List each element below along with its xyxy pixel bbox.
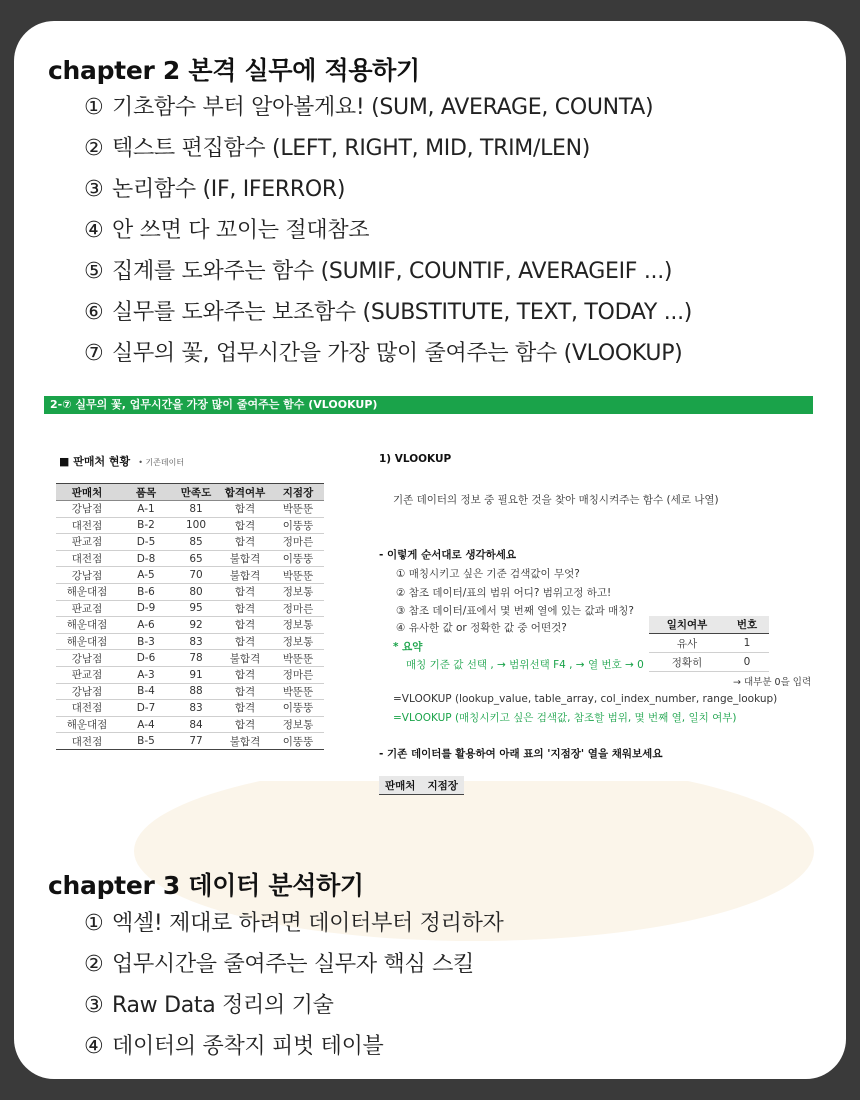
table-row <box>56 583 324 600</box>
table-cell: 대전점 <box>56 733 118 750</box>
table-cell: 85 <box>174 534 218 551</box>
section-subtitle: • 기존데이터 <box>138 458 185 467</box>
list-item <box>84 903 503 944</box>
list-item <box>84 169 692 210</box>
table-row <box>56 683 324 700</box>
table-cell: 박뚠뚠 <box>272 650 324 667</box>
table-cell: 해운대점 <box>56 583 118 600</box>
table-cell: A-1 <box>118 501 174 518</box>
worksheet-banner: 2-⑦ 실무의 꽃, 업무시간을 가장 많이 줄여주는 함수 (VLOOKUP) <box>44 396 813 414</box>
table-cell: A-6 <box>118 617 174 634</box>
formula-english: =VLOOKUP (lookup_value, table_array, col_index_number, range_lookup) <box>393 693 778 705</box>
table-cell: 판교점 <box>56 666 118 683</box>
table-cell: 100 <box>174 517 218 534</box>
chapter-2-title: chapter 2 본격 실무에 적용하기 <box>48 56 420 85</box>
match-table <box>649 616 769 672</box>
table-cell: 95 <box>174 600 218 617</box>
table-cell: 81 <box>174 501 218 518</box>
table-cell: 불합격 <box>218 550 272 567</box>
match-row <box>649 634 769 653</box>
exercise-table <box>379 776 464 795</box>
table-cell: 강남점 <box>56 650 118 667</box>
worksheet-image <box>44 396 814 792</box>
table-cell: 정보통 <box>272 633 324 650</box>
table-cell: 91 <box>174 666 218 683</box>
table-cell: 이뚱뚱 <box>272 700 324 717</box>
table-cell: 이뚱뚱 <box>272 517 324 534</box>
table-cell: B-6 <box>118 583 174 600</box>
item-text: 텍스트 편집함수 (LEFT, RIGHT, MID, TRIM/LEN) <box>112 136 591 161</box>
table-cell: B-2 <box>118 517 174 534</box>
item-number: ② <box>84 136 104 161</box>
sales-table-body <box>56 501 324 750</box>
table-cell: 불합격 <box>218 650 272 667</box>
table-row <box>56 501 324 518</box>
table-row <box>56 666 324 683</box>
table-cell: D-6 <box>118 650 174 667</box>
table-cell: 해운대점 <box>56 716 118 733</box>
table-cell: 70 <box>174 567 218 584</box>
exercise-table-header <box>379 776 464 795</box>
table-cell: 합격 <box>218 666 272 683</box>
match-cell: 유사 <box>649 634 725 653</box>
match-cell: 정확히 <box>649 653 725 672</box>
item-text: Raw Data 정리의 기술 <box>112 993 334 1018</box>
table-cell: 83 <box>174 633 218 650</box>
table-row <box>56 733 324 750</box>
table-cell: 해운대점 <box>56 617 118 634</box>
list-item <box>84 333 692 374</box>
list-item <box>84 985 503 1026</box>
table-row <box>56 550 324 567</box>
item-text: 실무의 꽃, 업무시간을 가장 많이 줄여주는 함수 (VLOOKUP) <box>112 341 683 366</box>
table-cell: 84 <box>174 716 218 733</box>
match-cell: 0 <box>725 653 769 672</box>
table-cell: 합격 <box>218 716 272 733</box>
table-cell: 정마른 <box>272 600 324 617</box>
table-cell: 판교점 <box>56 534 118 551</box>
table-cell: 합격 <box>218 517 272 534</box>
item-number: ② <box>84 952 104 977</box>
table-cell: 이뚱뚱 <box>272 550 324 567</box>
table-cell: 불합격 <box>218 733 272 750</box>
table-cell: 정마른 <box>272 534 324 551</box>
table-cell: 77 <box>174 733 218 750</box>
item-number: ④ <box>84 218 104 243</box>
chapter-3-list <box>84 903 503 1067</box>
table-row <box>56 716 324 733</box>
item-text: 집계를 도와주는 함수 (SUMIF, COUNTIF, AVERAGEIF ...) <box>112 259 673 284</box>
table-cell: D-9 <box>118 600 174 617</box>
step-4: ④ 유사한 값 or 정확한 값 중 어떤것? <box>396 622 567 634</box>
table-row <box>56 700 324 717</box>
item-number: ⑥ <box>84 300 104 325</box>
table-cell: A-4 <box>118 716 174 733</box>
summary-title: * 요약 <box>393 641 423 653</box>
match-table-body <box>649 634 769 672</box>
table-cell: 83 <box>174 700 218 717</box>
match-row <box>649 653 769 672</box>
curriculum-card <box>14 21 846 1079</box>
list-item <box>84 944 503 985</box>
list-item <box>84 128 692 169</box>
table-row <box>56 600 324 617</box>
exercise-instruction: - 기존 데이터를 활용하여 아래 표의 '지점장' 열을 채워보세요 <box>379 748 663 760</box>
section-title-text: ■ 판매처 현황 <box>59 455 131 468</box>
table-cell: 이뚱뚱 <box>272 733 324 750</box>
sales-table-header <box>56 484 324 501</box>
table-cell: 합격 <box>218 583 272 600</box>
list-item <box>84 1026 503 1067</box>
table-cell: 정보통 <box>272 583 324 600</box>
order-title: - 이렇게 순서대로 생각하세요 <box>379 549 517 561</box>
section-title <box>59 453 184 469</box>
column-header: 만족도 <box>174 484 218 501</box>
item-text: 실무를 도와주는 보조함수 (SUBSTITUTE, TEXT, TODAY ...) <box>112 300 693 325</box>
item-number: ① <box>84 911 104 936</box>
table-cell: B-5 <box>118 733 174 750</box>
item-number: ① <box>84 95 104 120</box>
sales-table <box>56 483 324 750</box>
item-text: 엑셀! 제대로 하려면 데이터부터 정리하자 <box>112 911 504 936</box>
table-cell: 합격 <box>218 683 272 700</box>
table-cell: 78 <box>174 650 218 667</box>
table-cell: A-5 <box>118 567 174 584</box>
table-row <box>56 534 324 551</box>
match-cell: 1 <box>725 634 769 653</box>
item-number: ⑤ <box>84 259 104 284</box>
list-item <box>84 251 692 292</box>
table-cell: 합격 <box>218 633 272 650</box>
table-cell: 88 <box>174 683 218 700</box>
item-text: 데이터의 종착지 피벗 테이블 <box>112 1034 384 1059</box>
exercise-header-manager: 지점장 <box>421 776 463 795</box>
table-row <box>56 633 324 650</box>
table-cell: 대전점 <box>56 700 118 717</box>
match-column-header: 번호 <box>725 616 769 634</box>
table-cell: 박뚠뚠 <box>272 683 324 700</box>
table-cell: A-3 <box>118 666 174 683</box>
match-note: → 대부분 0을 입력 <box>733 677 812 688</box>
table-cell: 강남점 <box>56 501 118 518</box>
exercise-header-store: 판매처 <box>379 776 421 795</box>
table-cell: 박뚠뚠 <box>272 501 324 518</box>
table-cell: 강남점 <box>56 683 118 700</box>
column-header: 판매처 <box>56 484 118 501</box>
table-cell: 해운대점 <box>56 633 118 650</box>
step-3: ③ 참조 데이터/표에서 몇 번째 열에 있는 값과 매칭? <box>396 605 634 617</box>
item-text: 안 쓰면 다 꼬이는 절대참조 <box>112 218 370 243</box>
step-2: ② 참조 데이터/표의 범위 어디? 범위고정 하고! <box>396 587 612 599</box>
table-cell: D-5 <box>118 534 174 551</box>
match-column-header: 일치여부 <box>649 616 725 634</box>
item-number: ③ <box>84 177 104 202</box>
item-text: 기초함수 부터 알아볼게요! (SUM, AVERAGE, COUNTA) <box>112 95 654 120</box>
table-cell: 정마른 <box>272 666 324 683</box>
match-table-header <box>649 616 769 634</box>
table-row <box>56 517 324 534</box>
chapter-2-list <box>84 87 692 374</box>
formula-korean: =VLOOKUP (매칭시키고 싶은 검색값, 참조할 범위, 몇 번째 열, 일치 여부) <box>393 712 737 724</box>
list-item <box>84 292 692 333</box>
item-number: ④ <box>84 1034 104 1059</box>
table-cell: 판교점 <box>56 600 118 617</box>
table-cell: 박뚠뚠 <box>272 567 324 584</box>
summary-text: 매칭 기준 값 선택 , → 범위선택 F4 , → 열 번호 → 0 <box>406 659 644 671</box>
list-item <box>84 87 692 128</box>
chapter-3-title: chapter 3 데이터 분석하기 <box>48 871 364 900</box>
vlookup-description: 기존 데이터의 정보 중 필요한 것을 찾아 매칭시켜주는 함수 (세로 나열) <box>393 494 719 506</box>
item-number: ⑦ <box>84 341 104 366</box>
table-cell: B-3 <box>118 633 174 650</box>
item-text: 업무시간을 줄여주는 실무자 핵심 스킬 <box>112 952 475 977</box>
table-cell: 합격 <box>218 600 272 617</box>
item-number: ③ <box>84 993 104 1018</box>
table-cell: 80 <box>174 583 218 600</box>
table-cell: 합격 <box>218 700 272 717</box>
table-cell: 대전점 <box>56 517 118 534</box>
table-cell: 정보통 <box>272 716 324 733</box>
item-text: 논리함수 (IF, IFERROR) <box>112 177 346 202</box>
column-header: 합격여부 <box>218 484 272 501</box>
vlookup-heading: 1) VLOOKUP <box>379 453 452 465</box>
table-cell: D-7 <box>118 700 174 717</box>
step-1: ① 매칭시키고 싶은 기준 검색값이 무엇? <box>396 568 580 580</box>
column-header: 지점장 <box>272 484 324 501</box>
table-cell: 합격 <box>218 617 272 634</box>
table-cell: 합격 <box>218 534 272 551</box>
table-cell: 합격 <box>218 501 272 518</box>
table-cell: D-8 <box>118 550 174 567</box>
table-cell: 65 <box>174 550 218 567</box>
table-cell: 정보통 <box>272 617 324 634</box>
table-row <box>56 650 324 667</box>
table-row <box>56 567 324 584</box>
table-cell: 강남점 <box>56 567 118 584</box>
list-item <box>84 210 692 251</box>
table-cell: 92 <box>174 617 218 634</box>
table-row <box>56 617 324 634</box>
table-cell: 불합격 <box>218 567 272 584</box>
table-cell: B-4 <box>118 683 174 700</box>
column-header: 품목 <box>118 484 174 501</box>
table-cell: 대전점 <box>56 550 118 567</box>
